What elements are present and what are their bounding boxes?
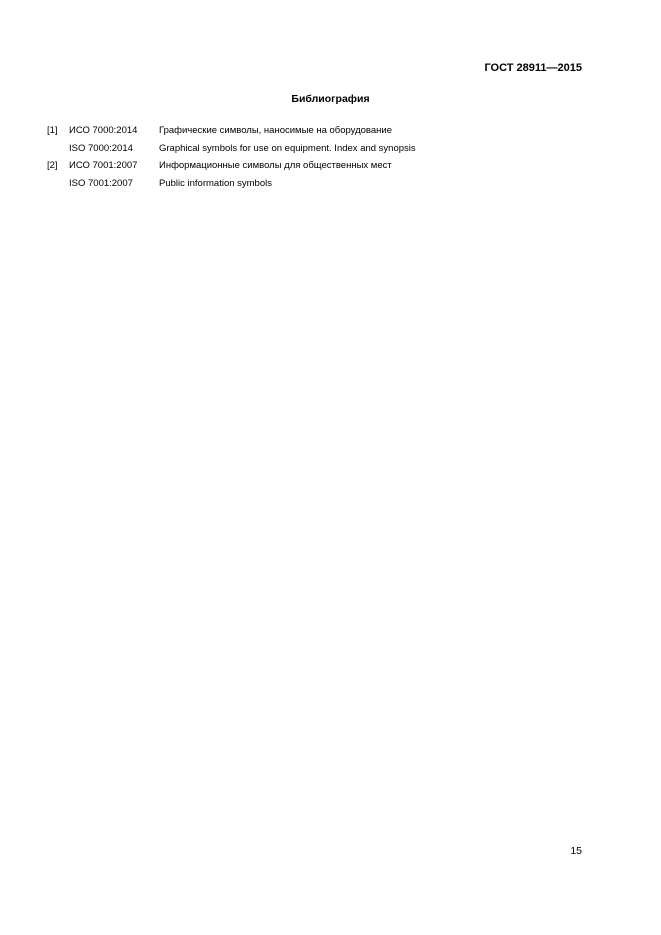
standard-designation: ISO 7001:2007 [69,177,133,189]
standard-title: Информационные символы для общественных мест [159,160,392,171]
document-code: ГОСТ 28911—2015 [484,62,582,74]
standard-designation: ISO 7000:2014 [69,142,133,154]
bibliography-entry [47,140,416,158]
bibliography-title: Библиография [291,93,370,105]
page-number: 15 [570,845,582,857]
standard-title: Public information symbols [159,177,272,189]
entry-number: [2] [47,160,58,171]
standard-designation: ИСО 7001:2007 [69,160,138,171]
bibliography-entry [47,175,416,193]
standard-title: Graphical symbols for use on equipment. Index and synopsis [159,142,416,154]
standard-designation: ИСО 7000:2014 [69,125,138,136]
bibliography-entry [47,157,416,175]
entry-number: [1] [47,125,58,136]
standard-title: Графические символы, наносимые на оборудование [159,125,392,136]
bibliography-list [47,122,416,192]
bibliography-entry [47,122,416,140]
entry-number [47,175,69,193]
entry-number [47,140,69,158]
